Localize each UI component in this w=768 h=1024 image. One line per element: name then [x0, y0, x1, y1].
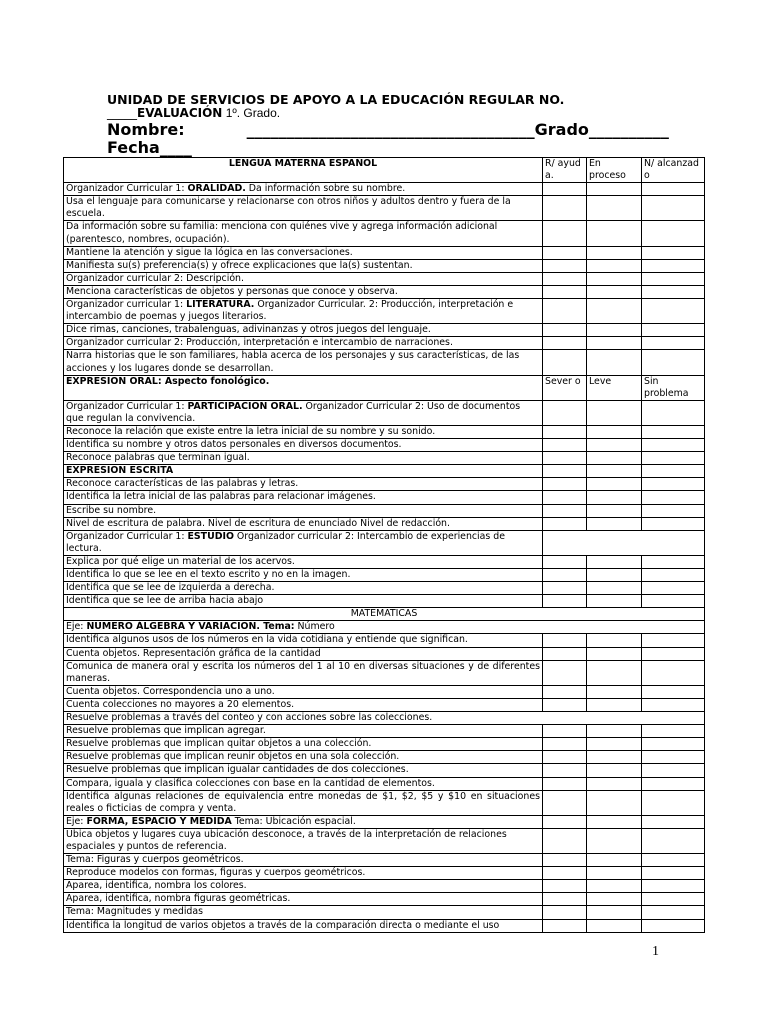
rating-cell[interactable]: [543, 337, 587, 350]
criterion-text: Organizador Curricular 1: PARTICIPACIÓN ORAL. Organizador Curricular 2: Uso de documentos que regulan la convivencia.: [64, 400, 543, 425]
rating-cell[interactable]: [587, 764, 642, 777]
criterion-text: Tema: Figuras y cuerpos geométricos.: [64, 854, 543, 867]
table-row: [64, 569, 705, 582]
rating-cell[interactable]: [642, 259, 705, 272]
criterion-text: Reconoce palabras que terminan igual.: [64, 452, 543, 465]
rating-cell[interactable]: [543, 465, 587, 478]
matematicas-rows-group: [64, 725, 705, 933]
table-row: [64, 439, 705, 452]
rating-cell[interactable]: [587, 324, 642, 337]
rating-cell[interactable]: [587, 569, 642, 582]
rating-cell[interactable]: [543, 272, 587, 285]
nombre-blank: ____________________________________: [246, 120, 535, 139]
rating-cell[interactable]: [642, 425, 705, 438]
table-row: [64, 299, 705, 324]
rating-cell[interactable]: [587, 790, 642, 815]
rating-cell[interactable]: [543, 647, 587, 660]
criterion-text: Ubica objetos y lugares cuya ubicación desconoce, a través de la interpretación de relaciones espaciales y puntos de referencia.: [64, 828, 543, 853]
rating-cell[interactable]: [543, 854, 587, 867]
table-row: [64, 738, 705, 751]
table-row: [64, 725, 705, 738]
table-row: [64, 867, 705, 880]
table-row: [64, 582, 705, 595]
rating-cell[interactable]: [642, 634, 705, 647]
criterion-text: Da información sobre su familia: menciona con quiénes vive y agrega información adicional (parentesco, nombres, ocupación).: [64, 221, 543, 246]
table-row: [64, 285, 705, 298]
rating-cell[interactable]: [587, 751, 642, 764]
criterion-text: Menciona características de objetos y personas que conoce y observa.: [64, 285, 543, 298]
rating-cell[interactable]: [642, 491, 705, 504]
rating-cell[interactable]: [543, 634, 587, 647]
criterion-text: Tema: Magnitudes y medidas: [64, 906, 543, 919]
criterion-text: Resuelve problemas que implican agregar.: [64, 725, 543, 738]
rating-cell[interactable]: [587, 465, 642, 478]
resuelve-row: [64, 712, 705, 725]
rating-cell[interactable]: [587, 854, 642, 867]
rating-cell[interactable]: [642, 350, 705, 375]
rating-cell[interactable]: [642, 764, 705, 777]
criterion-text: Reconoce características de las palabras y letras.: [64, 478, 543, 491]
rating-cell[interactable]: [587, 452, 642, 465]
criterion-text: Identifica algunos usos de los números en la vida cotidiana y entiende que significan.: [64, 634, 543, 647]
col-header-leve: Leve: [587, 375, 642, 400]
criterion-text: Organizador curricular 2: Descripción.: [64, 272, 543, 285]
col-header-proceso: En proceso: [587, 158, 642, 183]
table-row: [64, 517, 705, 530]
criterion-text: Reconoce la relación que existe entre la letra inicial de su nombre y su sonido.: [64, 425, 543, 438]
rating-cell[interactable]: [642, 299, 705, 324]
criterion-text: Explica por qué elige un material de los acervos.: [64, 555, 543, 568]
table-row: [64, 854, 705, 867]
rating-cell[interactable]: [587, 439, 642, 452]
criterion-text: Escribe su nombre.: [64, 504, 543, 517]
table-row: [64, 183, 705, 196]
rating-cell[interactable]: [587, 893, 642, 906]
table-row: [64, 777, 705, 790]
rating-cell[interactable]: [642, 400, 705, 425]
rating-cell[interactable]: [587, 880, 642, 893]
rating-cell[interactable]: [543, 660, 587, 685]
rating-cell[interactable]: [543, 350, 587, 375]
rating-cell[interactable]: [587, 738, 642, 751]
table-row: [64, 790, 705, 815]
rating-cell[interactable]: [642, 569, 705, 582]
rating-cell[interactable]: [642, 777, 705, 790]
table-row: [64, 893, 705, 906]
col-header-severo: Sever o: [543, 375, 587, 400]
rating-cell[interactable]: [543, 183, 587, 196]
criterion-text: EXPRESIÓN ESCRITA: [64, 465, 543, 478]
grado-blank: __________: [588, 120, 669, 139]
numero-rows-group: [64, 634, 705, 712]
rating-cell[interactable]: [642, 893, 705, 906]
rating-cell[interactable]: [543, 400, 587, 425]
rating-cell[interactable]: [642, 867, 705, 880]
rating-cell[interactable]: [543, 569, 587, 582]
rating-cell[interactable]: [543, 725, 587, 738]
rating-cell[interactable]: [642, 582, 705, 595]
table-row: [64, 764, 705, 777]
fecha-blank: ____: [159, 138, 192, 157]
nombre-label: Nombre:: [107, 120, 185, 139]
lengua-rows-group: [64, 183, 705, 375]
criterion-text: Narra historias que le son familiares, habla acerca de los personajes y sus características, de las acciones y los lugares donde se desarrollan.: [64, 350, 543, 375]
criterion-text: Resuelve problemas que implican igualar cantidades de dos colecciones.: [64, 764, 543, 777]
criterion-text: Compara, iguala y clasifica colecciones con base en la cantidad de elementos.: [64, 777, 543, 790]
col-header-alcanzado: N/ alcanzad o: [642, 158, 705, 183]
criterion-text: Nivel de escritura de palabra. Nivel de escritura de enunciado Nivel de redacción.: [64, 517, 543, 530]
criterion-text: Cuenta objetos. Correspondencia uno a uno.: [64, 685, 543, 698]
rating-cell[interactable]: [642, 880, 705, 893]
rating-cell[interactable]: [587, 337, 642, 350]
estudio-organizer: Organizador Curricular 1: ESTUDIO Organizador curricular 2: Intercambio de experiencias de lectura.: [64, 530, 543, 555]
rating-cell[interactable]: [543, 893, 587, 906]
rating-cell[interactable]: [642, 272, 705, 285]
evaluation-label: EVALUACIÓN: [137, 106, 223, 120]
rating-cell[interactable]: [642, 478, 705, 491]
rating-cell[interactable]: [543, 259, 587, 272]
rating-cell[interactable]: [587, 285, 642, 298]
table-row: [64, 504, 705, 517]
table-row: [64, 324, 705, 337]
table-row: [64, 647, 705, 660]
rating-cell[interactable]: [642, 337, 705, 350]
rating-cell[interactable]: [587, 517, 642, 530]
rating-cell[interactable]: [642, 815, 705, 828]
rating-cell[interactable]: [587, 299, 642, 324]
rating-cell[interactable]: [642, 285, 705, 298]
rating-cell[interactable]: [543, 504, 587, 517]
rating-cell[interactable]: [642, 196, 705, 221]
rating-cell[interactable]: [642, 555, 705, 568]
criterion-text: Cuenta colecciones no mayores a 20 elementos.: [64, 698, 543, 711]
document-title: UNIDAD DE SERVICIOS DE APOYO A LA EDUCACIÓN REGULAR NO.: [107, 92, 565, 107]
rating-cell[interactable]: [543, 906, 587, 919]
rating-cell[interactable]: [587, 919, 642, 932]
rating-cell[interactable]: [642, 452, 705, 465]
criterion-text: Dice rimas, canciones, trabalenguas, adivinanzas y otros juegos del lenguaje.: [64, 324, 543, 337]
rating-cell[interactable]: [543, 555, 587, 568]
eje-numero-row: [64, 621, 705, 634]
rating-cell[interactable]: [543, 764, 587, 777]
criterion-text: Resuelve problemas que implican quitar objetos a una colección.: [64, 738, 543, 751]
criterion-text: Identifica la longitud de varios objetos a través de la comparación directa o mediante el uso: [64, 919, 543, 932]
rating-cell[interactable]: [587, 698, 642, 711]
fecha-line: [107, 138, 192, 157]
evaluation-table: [63, 157, 705, 933]
criterion-text: Organizador curricular 2: Producción, interpretación e intercambio de narraciones.: [64, 337, 543, 350]
rating-cell[interactable]: [642, 751, 705, 764]
rating-cell[interactable]: [587, 660, 642, 685]
rating-cell[interactable]: [642, 439, 705, 452]
rating-cell[interactable]: [543, 478, 587, 491]
section-header-expresion-oral: EXPRESIÓN ORAL: Aspecto fonológico.: [64, 375, 543, 400]
rating-cell[interactable]: [543, 790, 587, 815]
criterion-text: Organizador curricular 1: LITERATURA. Organizador Curricular. 2: Producción, interpretación e intercambio de poemas y juegos literarios.: [64, 299, 543, 324]
table-row: [64, 815, 705, 828]
table-row: [64, 350, 705, 375]
rating-cell[interactable]: [543, 738, 587, 751]
table-row: [64, 906, 705, 919]
rating-cell[interactable]: [543, 285, 587, 298]
rating-cell[interactable]: [587, 272, 642, 285]
rating-cell[interactable]: [642, 919, 705, 932]
rating-cell[interactable]: [543, 324, 587, 337]
rating-cell[interactable]: [587, 906, 642, 919]
rating-cell[interactable]: [587, 555, 642, 568]
page-number: 1: [652, 944, 659, 959]
grado-label: Grado: [534, 120, 589, 139]
rating-cell[interactable]: [642, 790, 705, 815]
rating-cell[interactable]: [543, 685, 587, 698]
evaluation-line: _____EVALUACIÓN 1º. Grado.: [107, 106, 281, 120]
name-line: [107, 120, 669, 139]
table-row: [64, 491, 705, 504]
matematicas-header-row: [64, 608, 705, 621]
criterion-text: Resuelve problemas que implican reunir objetos en una sola colección.: [64, 751, 543, 764]
section-header-lengua: LENGUA MATERNA ESPAÑOL: [64, 158, 543, 183]
criterion-text: Identifica la letra inicial de las palabras para relacionar imágenes.: [64, 491, 543, 504]
criterion-text: Reproduce modelos con formas, figuras y cuerpos geométricos.: [64, 867, 543, 880]
rating-cell[interactable]: [543, 828, 587, 853]
rating-cell[interactable]: [587, 815, 642, 828]
criterion-text: Cuenta objetos. Representación gráfica de la cantidad: [64, 647, 543, 660]
expresion-oral-header-row: [64, 375, 705, 400]
table-row: [64, 698, 705, 711]
table-row: [64, 196, 705, 221]
rating-cell[interactable]: [543, 439, 587, 452]
criterion-text: Identifica su nombre y otros datos personales en diversos documentos.: [64, 439, 543, 452]
col-header-ayuda: R/ ayud a.: [543, 158, 587, 183]
rating-cell[interactable]: [543, 777, 587, 790]
section-header-matematicas: MATEMATICAS: [64, 608, 705, 621]
criterion-text: Mantiene la atención y sigue la lógica en las conversaciones.: [64, 246, 543, 259]
criterion-text: Organizador Curricular 1: ORALIDAD. Da información sobre su nombre.: [64, 183, 543, 196]
rating-cell[interactable]: [587, 685, 642, 698]
resuelve-intro: Resuelve problemas a través del conteo y con acciones sobre las colecciones.: [64, 712, 705, 725]
criterion-text: Identifica que se lee de izquierda a derecha.: [64, 582, 543, 595]
criterion-text: Aparea, identifica, nombra figuras geométricas.: [64, 893, 543, 906]
estudio-row: [64, 530, 705, 555]
rating-cell[interactable]: [587, 595, 642, 608]
rating-cell[interactable]: [642, 465, 705, 478]
rating-cell[interactable]: [642, 828, 705, 853]
rating-cell[interactable]: [642, 221, 705, 246]
table-row: [64, 400, 705, 425]
rating-cell[interactable]: [587, 221, 642, 246]
criterion-text: Identifica algunas relaciones de equivalencia entre monedas de $1, $2, $5 y $10 en situaciones reales o ficticias de compra y venta.: [64, 790, 543, 815]
rating-cell[interactable]: [543, 221, 587, 246]
rating-cell[interactable]: [642, 906, 705, 919]
fecha-label: Fecha: [107, 138, 160, 157]
rating-cell[interactable]: [587, 425, 642, 438]
rating-cell[interactable]: [587, 777, 642, 790]
table-row: [64, 880, 705, 893]
rating-cell[interactable]: [587, 246, 642, 259]
table-row: [64, 272, 705, 285]
table-row: [64, 660, 705, 685]
rating-cell[interactable]: [587, 259, 642, 272]
table-row: [64, 259, 705, 272]
table-row: [64, 828, 705, 853]
rating-cell[interactable]: [543, 246, 587, 259]
rating-cell[interactable]: [543, 582, 587, 595]
rating-cell[interactable]: [587, 828, 642, 853]
rating-cell[interactable]: [543, 452, 587, 465]
rating-cell[interactable]: [642, 324, 705, 337]
rating-cell[interactable]: [543, 867, 587, 880]
rating-cell[interactable]: [642, 517, 705, 530]
table-row: [64, 595, 705, 608]
participacion-rows-group: [64, 400, 705, 530]
rating-cell[interactable]: [543, 299, 587, 324]
rating-cell[interactable]: [587, 350, 642, 375]
rating-cell[interactable]: [543, 698, 587, 711]
rating-cell[interactable]: [642, 854, 705, 867]
table-row: [64, 465, 705, 478]
estudio-rows-group: [64, 555, 705, 607]
eje-numero: Eje: NÚMERO ÁLGEBRA Y VARIACIÓN. Tema: Número: [64, 621, 705, 634]
rating-cell[interactable]: [587, 183, 642, 196]
rating-cell[interactable]: [587, 634, 642, 647]
table-row: [64, 478, 705, 491]
rating-cell[interactable]: [642, 647, 705, 660]
rating-cell[interactable]: [543, 880, 587, 893]
rating-cell[interactable]: [642, 595, 705, 608]
rating-cell[interactable]: [587, 582, 642, 595]
rating-cell[interactable]: [543, 595, 587, 608]
table-row: [64, 246, 705, 259]
lengua-header-row: [64, 158, 705, 183]
rating-cell[interactable]: [543, 196, 587, 221]
rating-cell[interactable]: [543, 425, 587, 438]
table-row: [64, 221, 705, 246]
rating-cell[interactable]: [587, 196, 642, 221]
table-row: [64, 555, 705, 568]
rating-cell[interactable]: [587, 867, 642, 880]
table-row: [64, 919, 705, 932]
rating-cell[interactable]: [587, 725, 642, 738]
table-row: [64, 634, 705, 647]
criterion-text: Manifiesta su(s) preferencia(s) y ofrece explicaciones que la(s) sustentan.: [64, 259, 543, 272]
rating-cell[interactable]: [642, 725, 705, 738]
rating-cell[interactable]: [642, 183, 705, 196]
rating-cell[interactable]: [642, 504, 705, 517]
rating-cell[interactable]: [543, 919, 587, 932]
table-row: [64, 751, 705, 764]
rating-cell[interactable]: [587, 647, 642, 660]
rating-cell[interactable]: [543, 517, 587, 530]
rating-cell[interactable]: [642, 698, 705, 711]
empty-cell: [543, 530, 705, 555]
rating-cell[interactable]: [642, 660, 705, 685]
rating-cell[interactable]: [642, 685, 705, 698]
rating-cell[interactable]: [587, 478, 642, 491]
table-row: [64, 685, 705, 698]
rating-cell[interactable]: [543, 491, 587, 504]
criterion-text: Comunica de manera oral y escrita los números del 1 al 10 en diversas situaciones y de diferentes maneras.: [64, 660, 543, 685]
criterion-text: Eje: FORMA, ESPACIO Y MEDIDA Tema: Ubicación espacial.: [64, 815, 543, 828]
rating-cell[interactable]: [587, 400, 642, 425]
rating-cell[interactable]: [587, 504, 642, 517]
criterion-text: Identifica que se lee de arriba hacia abajo: [64, 595, 543, 608]
col-header-sin-problema: Sin problema: [642, 375, 705, 400]
rating-cell[interactable]: [642, 246, 705, 259]
rating-cell[interactable]: [543, 751, 587, 764]
table-row: [64, 337, 705, 350]
criterion-text: Identifica lo que se lee en el texto escrito y no en la imagen.: [64, 569, 543, 582]
rating-cell[interactable]: [587, 491, 642, 504]
grade-text: 1º. Grado.: [222, 106, 281, 120]
table-row: [64, 425, 705, 438]
table-row: [64, 452, 705, 465]
rating-cell[interactable]: [543, 815, 587, 828]
rating-cell[interactable]: [642, 738, 705, 751]
criterion-text: Usa el lenguaje para comunicarse y relacionarse con otros niños y adultos dentro y fuera de la escuela.: [64, 196, 543, 221]
criterion-text: Aparea, identifica, nombra los colores.: [64, 880, 543, 893]
